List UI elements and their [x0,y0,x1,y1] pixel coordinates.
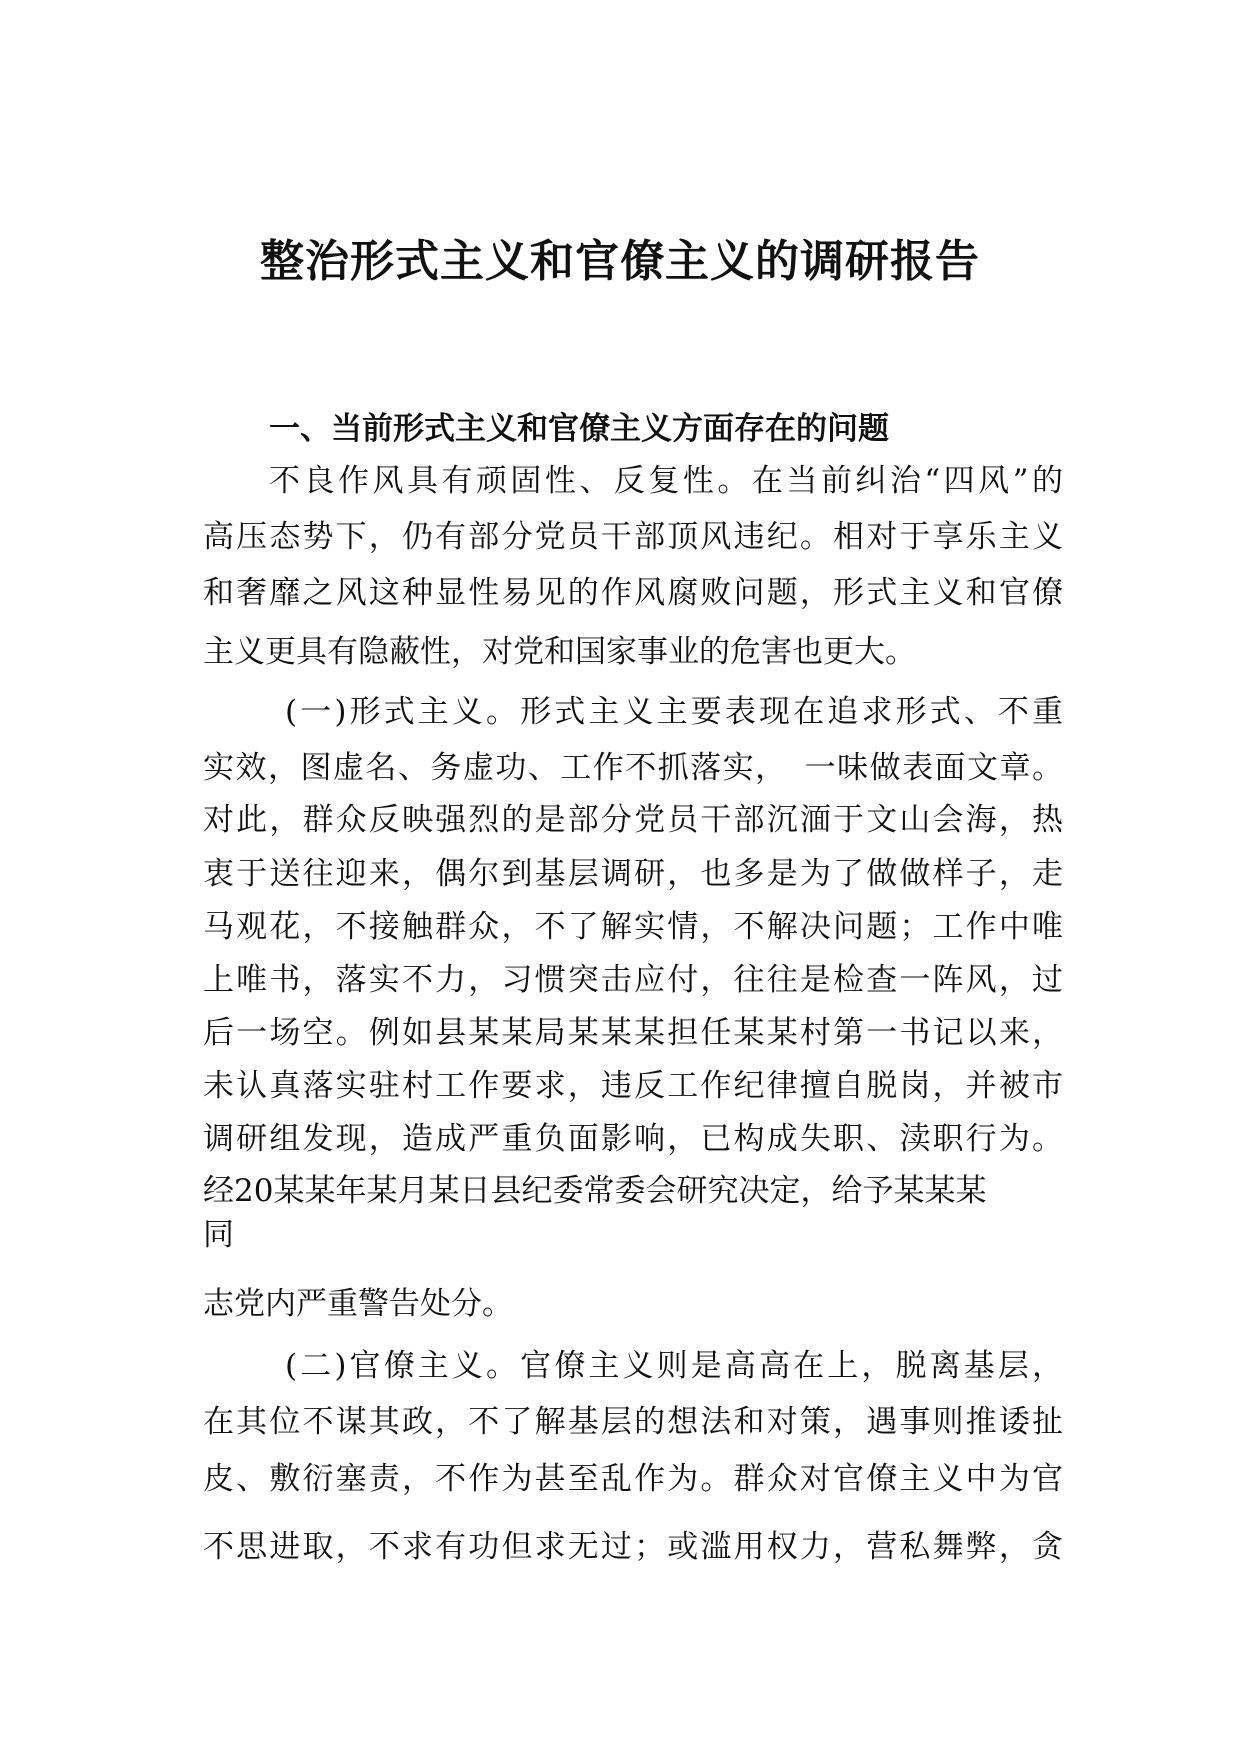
paragraph-line: (二)官僚主义。官僚主义则是高高在上，脱离基层， [285,1348,1063,1384]
paragraph-line: 主义更具有隐蔽性，对党和国家事业的危害也更大。 [203,634,916,670]
paragraph-line: 不思进取，不求有功但求无过；或滥用权力，营私舞弊，贪 [203,1529,1063,1565]
paragraph-line: 衷于送往迎来，偶尔到基层调研，也多是为了做做样子，走 [203,856,1063,892]
paragraph-line: 后一场空。例如县某某局某某某担任某某村第一书记以来， [203,1015,1063,1051]
paragraph-line: 实效，图虚名、务虚功、工作不抓落实， 一味做表面文章。 [203,750,1063,786]
section-heading: 一、当前形式主义和官僚主义方面存在的问题 [269,411,889,447]
paragraph-line: 皮、敷衍塞责，不作为甚至乱作为。群众对官僚主义中为官 [203,1461,1063,1497]
paragraph-line: 和奢靡之风这种显性易见的作风腐败问题，形式主义和官僚 [203,575,1063,611]
paragraph-line: 经20某某年某月某日县纪委常委会研究决定，给予某某某 [203,1173,987,1209]
paragraph-line: 马观花，不接触群众，不了解实情，不解决问题；工作中唯 [203,909,1063,945]
paragraph-line: 同 [203,1217,234,1253]
paragraph-line: 对此，群众反映强烈的是部分党员干部沉湎于文山会海，热 [203,802,1063,838]
paragraph-line: 不良作风具有顽固性、反复性。在当前纠治“四风”的 [269,463,1063,499]
paragraph-line: 志党内严重警告处分。 [203,1286,513,1322]
paragraph-line: 高压态势下，仍有部分党员干部顶风违纪。相对于享乐主义 [203,519,1063,555]
document-title: 整治形式主义和官僚主义的调研报告 [260,236,980,287]
paragraph-line: 未认真落实驻村工作要求，违反工作纪律擅自脱岗，并被市 [203,1068,1063,1104]
paragraph-line: 调研组发现，造成严重负面影响，已构成失职、渎职行为。 [203,1121,1063,1157]
paragraph-line: 在其位不谋其政，不了解基层的想法和对策，遇事则推诿扯 [203,1404,1063,1440]
paragraph-line: 上唯书，落实不力，习惯突击应付，往往是检查一阵风，过 [203,962,1063,998]
paragraph-line: (一)形式主义。形式主义主要表现在追求形式、不重 [285,694,1063,730]
